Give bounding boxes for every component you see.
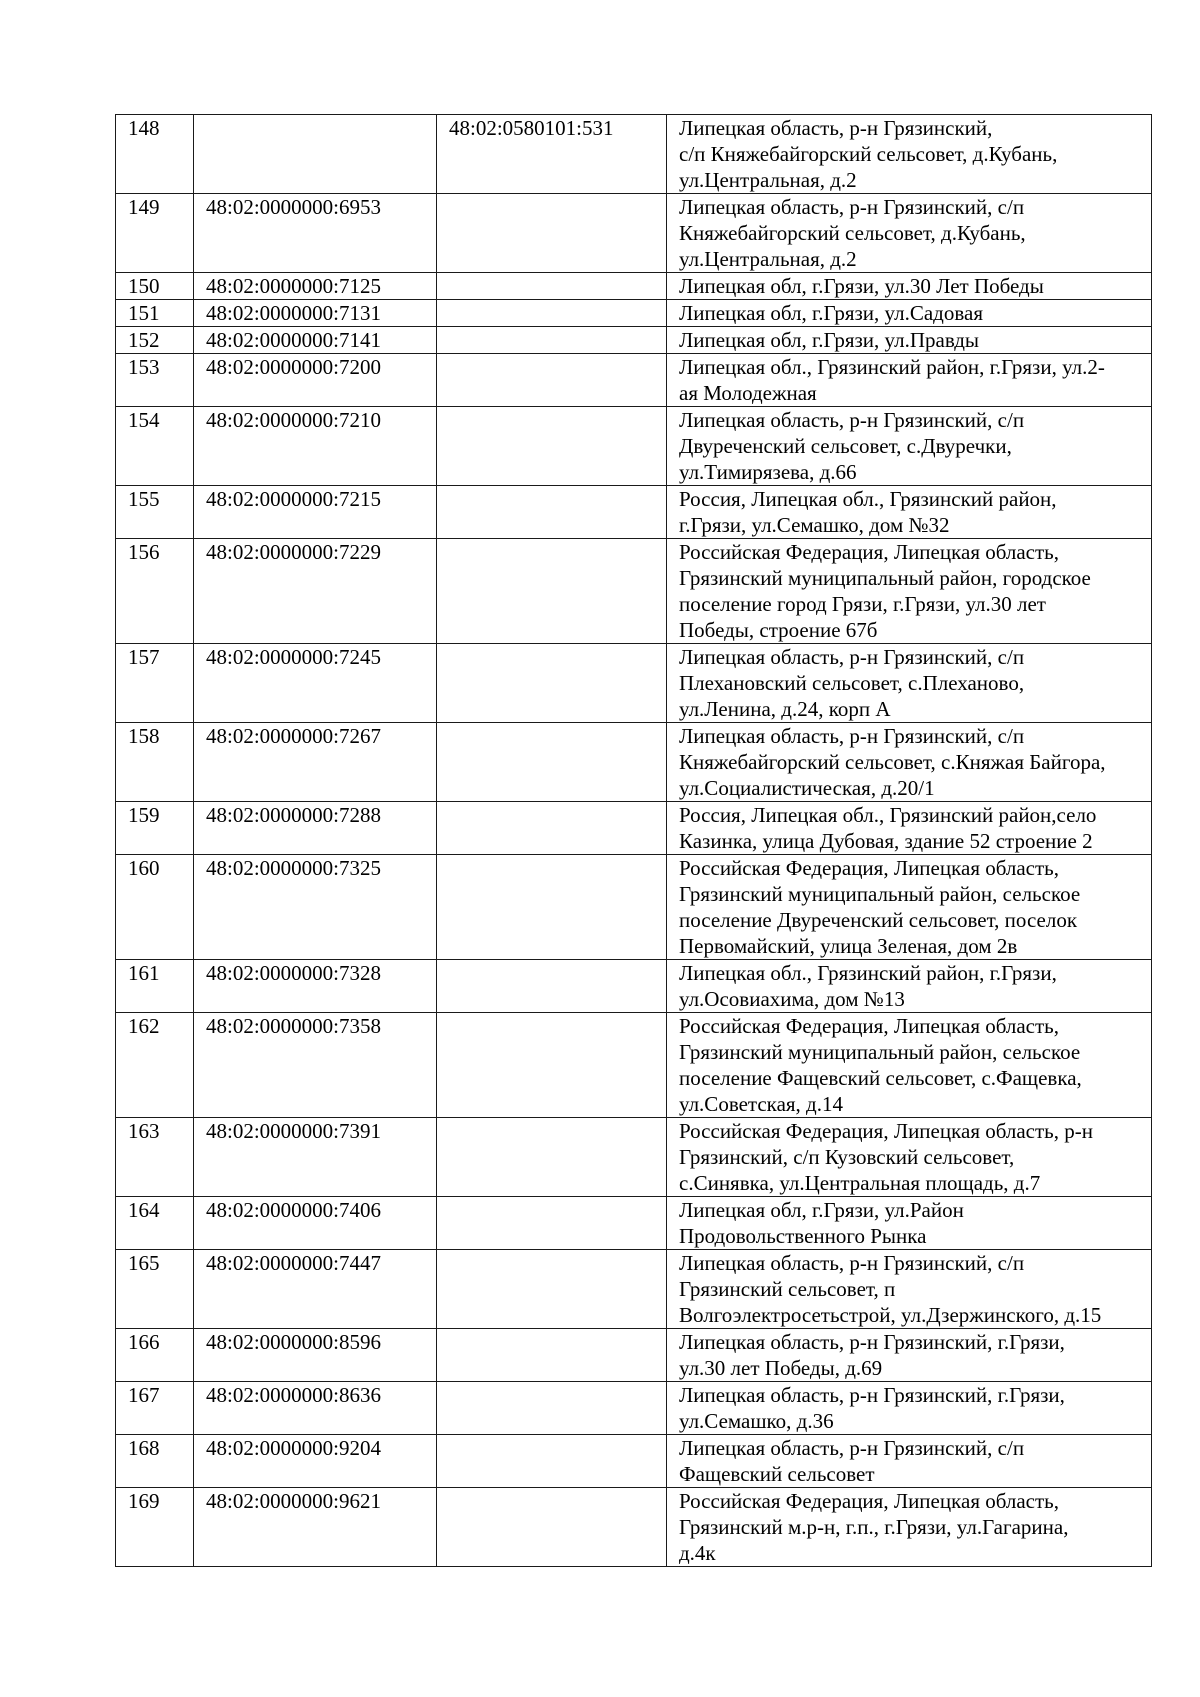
address-cell (667, 486, 1152, 539)
address-line: г.Грязи, ул.Семашко, дом №32 (679, 513, 950, 537)
cadastral-number-cell: 48:02:0000000:7325 (194, 855, 437, 960)
land-plot-cadastral-number-cell (437, 960, 667, 1013)
cadastral-number-cell: 48:02:0000000:7141 (194, 327, 437, 354)
cadastral-number-cell: 48:02:0000000:7288 (194, 802, 437, 855)
address-line: Липецкая область, р-н Грязинский, с/п (679, 724, 1025, 748)
address-line: Российская Федерация, Липецкая область, (679, 1014, 1060, 1038)
address-cell (667, 723, 1152, 802)
land-plot-cadastral-number-cell (437, 1435, 667, 1488)
row-number-cell: 165 (116, 1250, 194, 1329)
table-row (116, 1197, 1152, 1250)
table-row (116, 1488, 1152, 1567)
address-line: д.4к (679, 1541, 716, 1565)
address-cell (667, 960, 1152, 1013)
address-line: Первомайский, улица Зеленая, дом 2в (679, 934, 1018, 958)
row-number-cell: 161 (116, 960, 194, 1013)
cadastral-number-cell: 48:02:0000000:7358 (194, 1013, 437, 1118)
address-line: Фащевский сельсовет (679, 1462, 875, 1486)
address-cell (667, 327, 1152, 354)
address-line: Российская Федерация, Липецкая область, р-н (679, 1119, 1093, 1143)
address-line: Липецкая область, р-н Грязинский, с/п (679, 408, 1025, 432)
address-line: Липецкая область, р-н Грязинский, г.Грязи, (679, 1330, 1065, 1354)
table-row (116, 300, 1152, 327)
address-line: Липецкая обл, г.Грязи, ул.Садовая (679, 301, 983, 325)
address-line: ул.Социалистическая, д.20/1 (679, 776, 935, 800)
address-line: Липецкая область, р-н Грязинский, с/п (679, 645, 1025, 669)
cadastral-number-cell: 48:02:0000000:7125 (194, 273, 437, 300)
address-line: Липецкая обл., Грязинский район, г.Грязи, ул.2- (679, 355, 1105, 379)
table-row (116, 1382, 1152, 1435)
cadastral-number-cell: 48:02:0000000:7131 (194, 300, 437, 327)
row-number-cell: 162 (116, 1013, 194, 1118)
address-line: Липецкая обл, г.Грязи, ул.Правды (679, 328, 980, 352)
row-number-cell: 148 (116, 115, 194, 194)
cadastral-number-cell: 48:02:0000000:7215 (194, 486, 437, 539)
address-line: Липецкая обл., Грязинский район, г.Грязи, (679, 961, 1057, 985)
cadastral-number-cell: 48:02:0000000:7328 (194, 960, 437, 1013)
cadastral-number-cell: 48:02:0000000:8636 (194, 1382, 437, 1435)
land-plot-cadastral-number-cell (437, 802, 667, 855)
address-line: с.Синявка, ул.Центральная площадь, д.7 (679, 1171, 1041, 1195)
row-number-cell: 149 (116, 194, 194, 273)
land-plot-cadastral-number-cell (437, 273, 667, 300)
table-row (116, 486, 1152, 539)
address-cell (667, 354, 1152, 407)
address-line: ул.30 лет Победы, д.69 (679, 1356, 883, 1380)
address-line: Продовольственного Рынка (679, 1224, 927, 1248)
row-number-cell: 169 (116, 1488, 194, 1567)
address-line: Победы, строение 67б (679, 618, 878, 642)
land-plot-cadastral-number-cell (437, 1250, 667, 1329)
address-line: Грязинский м.р-н, г.п., г.Грязи, ул.Гагарина, (679, 1515, 1069, 1539)
address-line: ул.Семашко, д.36 (679, 1409, 834, 1433)
address-line: Липецкая область, р-н Грязинский, г.Грязи, (679, 1383, 1065, 1407)
row-number-cell: 154 (116, 407, 194, 486)
row-number-cell: 158 (116, 723, 194, 802)
address-line: Липецкая обл, г.Грязи, ул.30 Лет Победы (679, 274, 1044, 298)
address-line: поселение Двуреченский сельсовет, поселок (679, 908, 1078, 932)
address-line: ая Молодежная (679, 381, 817, 405)
table-row (116, 855, 1152, 960)
table-row (116, 354, 1152, 407)
table-row (116, 1435, 1152, 1488)
land-plot-cadastral-number-cell (437, 486, 667, 539)
address-cell (667, 1013, 1152, 1118)
cadastral-number-cell (194, 115, 437, 194)
address-line: Казинка, улица Дубовая, здание 52 строение 2 (679, 829, 1093, 853)
table-row (116, 115, 1152, 194)
table-row (116, 644, 1152, 723)
table-row (116, 802, 1152, 855)
cadastral-number-cell: 48:02:0000000:8596 (194, 1329, 437, 1382)
cadastral-number-cell: 48:02:0000000:7200 (194, 354, 437, 407)
address-line: ул.Центральная, д.2 (679, 168, 857, 192)
table-row (116, 194, 1152, 273)
address-line: Липецкая область, р-н Грязинский, (679, 116, 993, 140)
land-plot-cadastral-number-cell (437, 194, 667, 273)
row-number-cell: 152 (116, 327, 194, 354)
cadastral-number-cell: 48:02:0000000:9204 (194, 1435, 437, 1488)
cadastral-number-cell: 48:02:0000000:7229 (194, 539, 437, 644)
address-cell (667, 1250, 1152, 1329)
address-cell (667, 115, 1152, 194)
address-cell (667, 1435, 1152, 1488)
address-line: поселение Фащевский сельсовет, с.Фащевка, (679, 1066, 1082, 1090)
address-line: с/п Княжебайгорский сельсовет, д.Кубань, (679, 142, 1058, 166)
table-row (116, 960, 1152, 1013)
land-plot-cadastral-number-cell (437, 539, 667, 644)
land-plot-cadastral-number-cell (437, 1488, 667, 1567)
land-plot-cadastral-number-cell (437, 1013, 667, 1118)
land-plot-cadastral-number-cell: 48:02:0580101:531 (437, 115, 667, 194)
row-number-cell: 150 (116, 273, 194, 300)
address-cell (667, 273, 1152, 300)
cadastral-number-cell: 48:02:0000000:9621 (194, 1488, 437, 1567)
row-number-cell: 166 (116, 1329, 194, 1382)
address-line: Российская Федерация, Липецкая область, (679, 856, 1060, 880)
table-row (116, 273, 1152, 300)
address-line: Липецкая область, р-н Грязинский, с/п (679, 1251, 1025, 1275)
address-line: ул.Осовиахима, дом №13 (679, 987, 905, 1011)
address-line: Российская Федерация, Липецкая область, (679, 1489, 1060, 1513)
table-row (116, 327, 1152, 354)
row-number-cell: 157 (116, 644, 194, 723)
row-number-cell: 163 (116, 1118, 194, 1197)
land-plot-cadastral-number-cell (437, 1197, 667, 1250)
address-line: ул.Тимирязева, д.66 (679, 460, 857, 484)
row-number-cell: 156 (116, 539, 194, 644)
land-plot-cadastral-number-cell (437, 1329, 667, 1382)
row-number-cell: 153 (116, 354, 194, 407)
cadastral-number-cell: 48:02:0000000:7210 (194, 407, 437, 486)
address-cell (667, 855, 1152, 960)
table-row (116, 1329, 1152, 1382)
cadastral-number-cell: 48:02:0000000:7245 (194, 644, 437, 723)
address-line: Липецкая обл, г.Грязи, ул.Район (679, 1198, 964, 1222)
address-cell (667, 1382, 1152, 1435)
property-registry-table (115, 114, 1152, 1567)
land-plot-cadastral-number-cell (437, 1382, 667, 1435)
land-plot-cadastral-number-cell (437, 1118, 667, 1197)
table-row (116, 1013, 1152, 1118)
land-plot-cadastral-number-cell (437, 723, 667, 802)
address-line: ул.Центральная, д.2 (679, 247, 857, 271)
row-number-cell: 160 (116, 855, 194, 960)
row-number-cell: 168 (116, 1435, 194, 1488)
address-cell (667, 1118, 1152, 1197)
table-row (116, 1118, 1152, 1197)
address-line: Княжебайгорский сельсовет, с.Княжая Байгора, (679, 750, 1106, 774)
cadastral-number-cell: 48:02:0000000:7447 (194, 1250, 437, 1329)
land-plot-cadastral-number-cell (437, 327, 667, 354)
row-number-cell: 159 (116, 802, 194, 855)
address-line: Грязинский сельсовет, п (679, 1277, 896, 1301)
address-cell (667, 300, 1152, 327)
row-number-cell: 164 (116, 1197, 194, 1250)
address-cell (667, 1197, 1152, 1250)
address-line: Липецкая область, р-н Грязинский, с/п (679, 195, 1025, 219)
land-plot-cadastral-number-cell (437, 644, 667, 723)
cadastral-number-cell: 48:02:0000000:7391 (194, 1118, 437, 1197)
address-cell (667, 407, 1152, 486)
cadastral-number-cell: 48:02:0000000:7406 (194, 1197, 437, 1250)
address-line: Грязинский муниципальный район, сельское (679, 1040, 1081, 1064)
address-line: Россия, Липецкая обл., Грязинский район,село (679, 803, 1097, 827)
address-line: Российская Федерация, Липецкая область, (679, 540, 1060, 564)
address-line: ул.Советская, д.14 (679, 1092, 843, 1116)
address-cell (667, 644, 1152, 723)
address-line: Грязинский муниципальный район, сельское (679, 882, 1081, 906)
address-line: Грязинский муниципальный район, городское (679, 566, 1091, 590)
address-line: Грязинский, с/п Кузовский сельсовет, (679, 1145, 1015, 1169)
land-plot-cadastral-number-cell (437, 407, 667, 486)
land-plot-cadastral-number-cell (437, 855, 667, 960)
table-row (116, 1250, 1152, 1329)
address-line: Княжебайгорский сельсовет, д.Кубань, (679, 221, 1026, 245)
cadastral-number-cell: 48:02:0000000:7267 (194, 723, 437, 802)
registry-table-body (116, 115, 1152, 1567)
address-line: Липецкая область, р-н Грязинский, с/п (679, 1436, 1025, 1460)
address-line: поселение город Грязи, г.Грязи, ул.30 лет (679, 592, 1046, 616)
address-line: Россия, Липецкая обл., Грязинский район, (679, 487, 1057, 511)
address-cell (667, 1329, 1152, 1382)
table-row (116, 539, 1152, 644)
address-cell (667, 194, 1152, 273)
table-row (116, 407, 1152, 486)
row-number-cell: 151 (116, 300, 194, 327)
address-line: Двуреченский сельсовет, с.Двуречки, (679, 434, 1012, 458)
table-row (116, 723, 1152, 802)
address-cell (667, 802, 1152, 855)
cadastral-number-cell: 48:02:0000000:6953 (194, 194, 437, 273)
address-cell (667, 539, 1152, 644)
address-line: Волгоэлектросетьстрой, ул.Дзержинского, д.15 (679, 1303, 1102, 1327)
address-line: ул.Ленина, д.24, корп А (679, 697, 891, 721)
land-plot-cadastral-number-cell (437, 300, 667, 327)
row-number-cell: 155 (116, 486, 194, 539)
address-line: Плехановский сельсовет, с.Плеханово, (679, 671, 1025, 695)
land-plot-cadastral-number-cell (437, 354, 667, 407)
row-number-cell: 167 (116, 1382, 194, 1435)
address-cell (667, 1488, 1152, 1567)
